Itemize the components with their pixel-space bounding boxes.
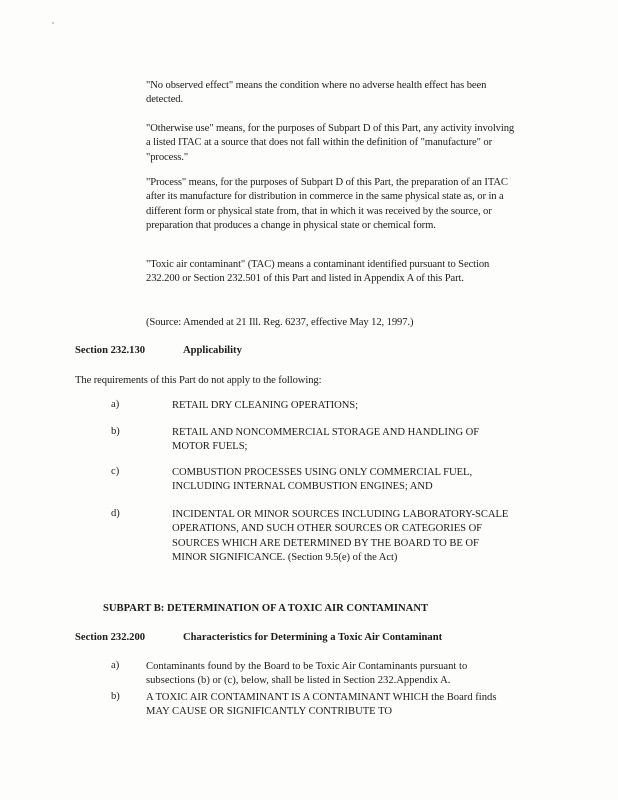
list-item-text: RETAIL AND NONCOMMERCIAL STORAGE AND HANDLING OF MOTOR FUELS; xyxy=(172,427,480,453)
section-200-number: Section 232.200 xyxy=(75,632,146,643)
list-item-label: d) xyxy=(111,508,120,519)
list-item-label: a) xyxy=(111,660,120,671)
definition-otherwise-use: "Otherwise use" means, for the purposes of Subpart D of this Part, any activity involving a listed ITAC at a source that does not fall within the definition of "manufacture" or "process." xyxy=(146,123,515,163)
list-item-label: b) xyxy=(111,426,120,437)
list-item-label: b) xyxy=(111,691,120,702)
section-130-number: Section 232.130 xyxy=(75,345,146,356)
definition-process: "Process" means, for the purposes of Subpart D of this Part, the preparation of an ITAC after its manufacture for distribution in commerce in the same physical state as, or in a different form or physical state from, that in which it was received by the source, or preparation that produces a change in physical state or chemical form. xyxy=(146,177,508,231)
section-130-intro: The requirements of this Part do not apply to the following: xyxy=(75,375,322,386)
list-item-label: c) xyxy=(111,466,120,477)
list-item-text: INCIDENTAL OR MINOR SOURCES INCLUDING LABORATORY-SCALE OPERATIONS, AND SUCH OTHER SOURCES OR CATEGORIES OF SOURCES WHICH ARE DETERMINED BY THE BOARD TO BE OF MINOR SIGNIFICANCE. (Section 9.5(e) of the Act) xyxy=(172,509,509,563)
section-130-title: Applicability xyxy=(183,345,242,356)
source-note: (Source: Amended at 21 Ill. Reg. 6237, effective May 12, 1997.) xyxy=(146,317,414,328)
definition-toxic-air-contaminant: "Toxic air contaminant" (TAC) means a contaminant identified pursuant to Section 232.200 or Section 232.501 of this Part and listed in Appendix A of this Part. xyxy=(146,259,490,285)
list-item-text: A TOXIC AIR CONTAMINANT IS A CONTAMINANT WHICH the Board finds MAY CAUSE OR SIGNIFICANTLY CONTRIBUTE TO xyxy=(146,692,497,718)
list-item-text: Contaminants found by the Board to be Toxic Air Contaminants pursuant to subsections (b) or (c), below, shall be listed in Section 232.Appendix A. xyxy=(146,661,468,687)
list-item-label: a) xyxy=(111,399,120,410)
list-item-text: RETAIL DRY CLEANING OPERATIONS; xyxy=(172,400,359,411)
definition-no-observed-effect: "No observed effect" means the condition where no adverse health effect has been detected. xyxy=(146,80,487,106)
list-item-text: COMBUSTION PROCESSES USING ONLY COMMERCIAL FUEL, INCLUDING INTERNAL COMBUSTION ENGINES; AND xyxy=(172,467,473,493)
section-200-title: Characteristics for Determining a Toxic Air Contaminant xyxy=(183,632,443,643)
subpart-b-heading: SUBPART B: DETERMINATION OF A TOXIC AIR CONTAMINANT xyxy=(103,603,429,614)
scan-speck xyxy=(52,22,54,24)
